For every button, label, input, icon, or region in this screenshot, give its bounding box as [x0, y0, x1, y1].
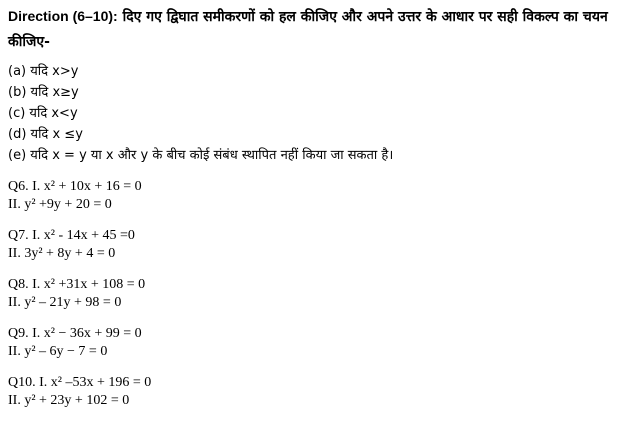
equation-i: Q10. I. x² –53x + 196 = 0 [8, 375, 152, 390]
equation-i: Q7. I. x² - 14x + 45 =0 [8, 228, 135, 243]
direction-label: Direction (6–10): [8, 8, 118, 24]
answer-options [8, 61, 623, 166]
equation-i: Q8. I. x² +31x + 108 = 0 [8, 277, 146, 292]
equation-ii: II. y² +9y + 20 = 0 [8, 197, 112, 212]
option-d: (d) यदि x ≤y [8, 127, 83, 142]
question-list [8, 178, 623, 410]
equation-i: Q9. I. x² − 36x + 99 = 0 [8, 326, 142, 341]
equation-ii: II. y² – 6y − 7 = 0 [8, 344, 108, 359]
question-q6 [8, 178, 623, 214]
equation-i: Q6. I. x² + 10x + 16 = 0 [8, 179, 142, 194]
question-q7 [8, 227, 623, 263]
equation-ii: II. 3y² + 8y + 4 = 0 [8, 246, 116, 261]
direction-instruction [8, 4, 623, 55]
option-c: (c) यदि x<y [8, 106, 78, 121]
equation-ii: II. y² – 21y + 98 = 0 [8, 295, 122, 310]
question-q8 [8, 276, 623, 312]
question-q9 [8, 325, 623, 361]
question-q10 [8, 374, 623, 410]
equation-ii: II. y² + 23y + 102 = 0 [8, 393, 130, 408]
option-a: (a) यदि x>y [8, 64, 79, 79]
option-e: (e) यदि x = y या x और y के बीच कोई संबंध स्थापित नहीं किया जा सकता है। [8, 148, 394, 163]
option-b: (b) यदि x≥y [8, 85, 79, 100]
direction-text: दिए गए द्विघात समीकरणों को हल कीजिए और अपने उत्तर के आधार पर सही विकल्प का चयन कीजिए- [8, 9, 608, 50]
document-page [8, 4, 623, 423]
